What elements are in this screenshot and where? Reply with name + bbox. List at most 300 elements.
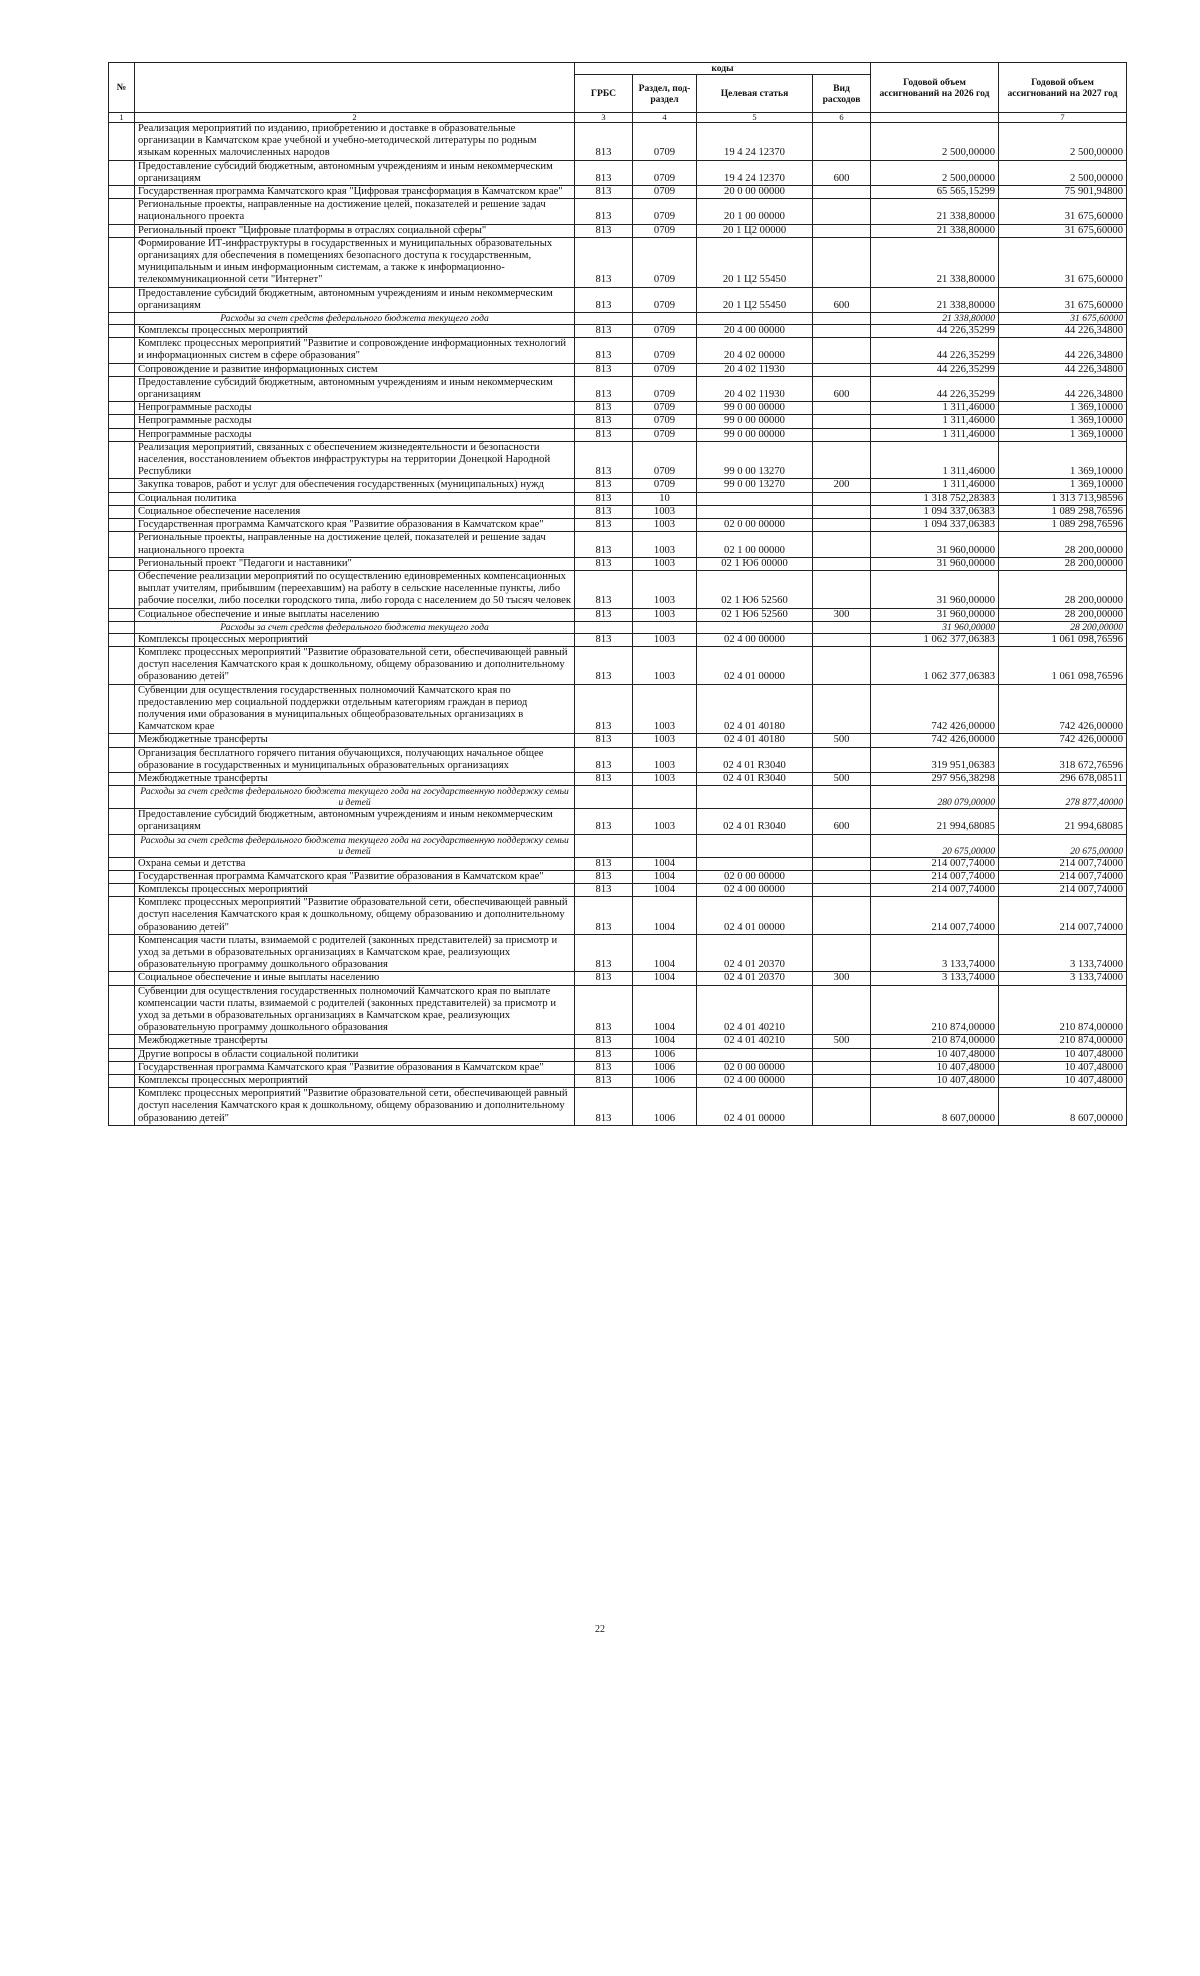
row-2026-cell: 8 607,00000 xyxy=(871,1088,999,1126)
row-grbs-cell: 813 xyxy=(575,857,633,870)
row-2027-cell: 278 877,40000 xyxy=(999,786,1127,809)
row-grbs-cell: 813 xyxy=(575,684,633,734)
row-2027-cell: 75 901,94800 xyxy=(999,186,1127,199)
note-row xyxy=(109,786,1127,809)
row-grbs-cell: 813 xyxy=(575,646,633,684)
row-name-cell: Региональный проект "Цифровые платформы в отраслях социальной сферы" xyxy=(135,224,575,237)
row-name-cell: Реализация мероприятий, связанных с обеспечением жизнедеятельности и безопасности населения, восстановлением объектов инфраструктуры на территории Донецкой Народной Республики xyxy=(135,441,575,479)
row-name-cell: Комплексы процессных мероприятий xyxy=(135,883,575,896)
row-grbs-cell xyxy=(575,786,633,809)
row-exp-type-cell xyxy=(813,985,871,1035)
row-2027-cell: 3 133,74000 xyxy=(999,934,1127,972)
row-exp-type-cell xyxy=(813,857,871,870)
row-number-cell xyxy=(109,809,135,834)
row-target-cell: 20 1 00 00000 xyxy=(697,199,813,224)
row-2027-cell: 28 200,00000 xyxy=(999,570,1127,608)
row-2027-cell: 31 675,60000 xyxy=(999,287,1127,312)
row-target-cell: 99 0 00 13270 xyxy=(697,479,813,492)
row-exp-type-cell: 600 xyxy=(813,809,871,834)
row-2026-cell: 21 338,80000 xyxy=(871,313,999,325)
row-2026-cell: 1 062 377,06383 xyxy=(871,633,999,646)
row-section-cell: 1006 xyxy=(633,1048,697,1061)
row-exp-type-cell xyxy=(813,313,871,325)
row-name-cell: Реализация мероприятий по изданию, приобретению и доставке в образовательные организации в Камчатском крае учебной и учебно-методической литературы по родным языкам коренных малочисленных народов xyxy=(135,123,575,161)
table-row xyxy=(109,809,1127,834)
row-grbs-cell xyxy=(575,621,633,633)
row-name-cell: Расходы за счет средств федерального бюджета текущего года xyxy=(135,621,575,633)
row-2026-cell: 280 079,00000 xyxy=(871,786,999,809)
row-name-cell: Социальное обеспечение и иные выплаты населению xyxy=(135,972,575,985)
row-target-cell: 02 0 00 00000 xyxy=(697,519,813,532)
row-number-cell xyxy=(109,608,135,621)
row-target-cell: 19 4 24 12370 xyxy=(697,123,813,161)
table-row xyxy=(109,646,1127,684)
column-number-cell: 4 xyxy=(633,113,697,123)
row-exp-type-cell xyxy=(813,1088,871,1126)
table-row xyxy=(109,363,1127,376)
row-target-cell: 20 1 Ц2 55450 xyxy=(697,287,813,312)
row-2026-cell: 214 007,74000 xyxy=(871,870,999,883)
row-exp-type-cell xyxy=(813,237,871,287)
row-section-cell: 1004 xyxy=(633,985,697,1035)
row-exp-type-cell xyxy=(813,934,871,972)
row-name-cell: Организация бесплатного горячего питания обучающихся, получающих начальное общее образование в государственных и муниципальных образовательных организациях xyxy=(135,747,575,772)
row-name-cell: Охрана семьи и детства xyxy=(135,857,575,870)
row-2026-cell: 44 226,35299 xyxy=(871,338,999,363)
row-section-cell: 1004 xyxy=(633,897,697,935)
row-section-cell: 1006 xyxy=(633,1075,697,1088)
row-2026-cell: 1 311,46000 xyxy=(871,479,999,492)
row-2027-cell: 1 369,10000 xyxy=(999,441,1127,479)
row-2026-cell: 3 133,74000 xyxy=(871,972,999,985)
row-2027-cell: 210 874,00000 xyxy=(999,1035,1127,1048)
row-2027-cell: 1 313 713,98596 xyxy=(999,492,1127,505)
row-exp-type-cell xyxy=(813,199,871,224)
row-section-cell: 1004 xyxy=(633,934,697,972)
row-number-cell xyxy=(109,557,135,570)
row-number-cell xyxy=(109,734,135,747)
row-section-cell: 0709 xyxy=(633,338,697,363)
row-2026-cell: 44 226,35299 xyxy=(871,363,999,376)
row-name-cell: Компенсация части платы, взимаемой с родителей (законных представителей) за присмотр и уход за детьми в образовательных организациях в Камчатском крае, реализующих образовательную программу дошкольного образования xyxy=(135,934,575,972)
row-2027-cell: 214 007,74000 xyxy=(999,883,1127,896)
row-grbs-cell xyxy=(575,313,633,325)
row-2027-cell: 1 369,10000 xyxy=(999,479,1127,492)
header-codes: коды xyxy=(575,63,871,75)
row-grbs-cell: 813 xyxy=(575,325,633,338)
row-section-cell: 0709 xyxy=(633,237,697,287)
row-target-cell: 02 4 01 40210 xyxy=(697,985,813,1035)
header-number: № xyxy=(109,63,135,113)
row-2026-cell: 1 311,46000 xyxy=(871,441,999,479)
row-grbs-cell: 813 xyxy=(575,492,633,505)
row-name-cell: Формирование ИТ-инфраструктуры в государственных и муниципальных образовательных организациях для обеспечения в помещениях безопасного доступа к государственным, муниципальным и иным информационным системам, а также к информационно-телекоммуникационной сети "Интернет" xyxy=(135,237,575,287)
row-2026-cell: 2 500,00000 xyxy=(871,123,999,161)
row-2027-cell: 1 061 098,76596 xyxy=(999,633,1127,646)
row-grbs-cell: 813 xyxy=(575,505,633,518)
row-number-cell xyxy=(109,747,135,772)
row-2026-cell: 21 338,80000 xyxy=(871,224,999,237)
row-name-cell: Закупка товаров, работ и услуг для обеспечения государственных (муниципальных) нужд xyxy=(135,479,575,492)
row-number-cell xyxy=(109,325,135,338)
row-number-cell xyxy=(109,363,135,376)
table-row xyxy=(109,570,1127,608)
row-grbs-cell: 813 xyxy=(575,633,633,646)
row-number-cell xyxy=(109,441,135,479)
table-row xyxy=(109,857,1127,870)
row-2026-cell: 31 960,00000 xyxy=(871,608,999,621)
table-row xyxy=(109,747,1127,772)
row-2027-cell: 31 675,60000 xyxy=(999,199,1127,224)
row-2027-cell: 1 061 098,76596 xyxy=(999,646,1127,684)
row-grbs-cell: 813 xyxy=(575,1048,633,1061)
row-name-cell: Социальное обеспечение и иные выплаты населению xyxy=(135,608,575,621)
column-number-cell: 3 xyxy=(575,113,633,123)
row-target-cell xyxy=(697,313,813,325)
table-row xyxy=(109,608,1127,621)
table-body xyxy=(109,123,1127,1126)
column-number-cell: 1 xyxy=(109,113,135,123)
row-2026-cell: 31 960,00000 xyxy=(871,570,999,608)
row-2026-cell: 2 500,00000 xyxy=(871,160,999,185)
row-name-cell: Предоставление субсидий бюджетным, автономным учреждениям и иным некоммерческим организациям xyxy=(135,809,575,834)
row-2026-cell: 742 426,00000 xyxy=(871,734,999,747)
row-number-cell xyxy=(109,402,135,415)
table-row xyxy=(109,897,1127,935)
row-target-cell xyxy=(697,621,813,633)
table-row xyxy=(109,883,1127,896)
row-2027-cell: 1 089 298,76596 xyxy=(999,519,1127,532)
row-2027-cell: 742 426,00000 xyxy=(999,684,1127,734)
row-2027-cell: 31 675,60000 xyxy=(999,224,1127,237)
row-exp-type-cell: 300 xyxy=(813,972,871,985)
row-name-cell: Региональные проекты, направленные на достижение целей, показателей и решение задач национального проекта xyxy=(135,199,575,224)
row-grbs-cell: 813 xyxy=(575,237,633,287)
row-2027-cell: 318 672,76596 xyxy=(999,747,1127,772)
table-row xyxy=(109,224,1127,237)
table-row xyxy=(109,1075,1127,1088)
row-section-cell: 1004 xyxy=(633,857,697,870)
row-number-cell xyxy=(109,857,135,870)
budget-table xyxy=(108,62,1127,1126)
row-exp-type-cell xyxy=(813,897,871,935)
row-section-cell xyxy=(633,834,697,857)
table-row xyxy=(109,772,1127,785)
row-grbs-cell: 813 xyxy=(575,186,633,199)
row-section-cell: 1003 xyxy=(633,633,697,646)
row-grbs-cell: 813 xyxy=(575,441,633,479)
row-grbs-cell: 813 xyxy=(575,1035,633,1048)
header-exp-type: Вид расходов xyxy=(813,75,871,113)
row-grbs-cell: 813 xyxy=(575,123,633,161)
row-2027-cell: 28 200,00000 xyxy=(999,557,1127,570)
row-2027-cell: 210 874,00000 xyxy=(999,985,1127,1035)
row-2026-cell: 21 994,68085 xyxy=(871,809,999,834)
row-name-cell: Другие вопросы в области социальной политики xyxy=(135,1048,575,1061)
row-section-cell: 1004 xyxy=(633,883,697,896)
row-grbs-cell: 813 xyxy=(575,934,633,972)
row-number-cell xyxy=(109,376,135,401)
row-target-cell: 99 0 00 13270 xyxy=(697,441,813,479)
row-name-cell: Сопровождение и развитие информационных систем xyxy=(135,363,575,376)
row-number-cell xyxy=(109,492,135,505)
column-number-cell: 6 xyxy=(813,113,871,123)
row-section-cell: 1003 xyxy=(633,557,697,570)
row-2027-cell: 3 133,74000 xyxy=(999,972,1127,985)
row-exp-type-cell xyxy=(813,1075,871,1088)
row-number-cell xyxy=(109,897,135,935)
row-number-cell xyxy=(109,1088,135,1126)
row-section-cell: 0709 xyxy=(633,402,697,415)
table-row xyxy=(109,519,1127,532)
row-number-cell xyxy=(109,519,135,532)
table-row xyxy=(109,199,1127,224)
row-section-cell: 1003 xyxy=(633,646,697,684)
row-2026-cell: 297 956,38298 xyxy=(871,772,999,785)
table-row xyxy=(109,441,1127,479)
row-target-cell: 20 4 02 00000 xyxy=(697,338,813,363)
row-exp-type-cell: 300 xyxy=(813,608,871,621)
row-exp-type-cell xyxy=(813,1061,871,1074)
row-number-cell xyxy=(109,479,135,492)
row-target-cell: 02 4 01 40180 xyxy=(697,684,813,734)
row-grbs-cell: 813 xyxy=(575,747,633,772)
row-section-cell: 1003 xyxy=(633,608,697,621)
row-2027-cell: 44 226,34800 xyxy=(999,325,1127,338)
row-number-cell xyxy=(109,287,135,312)
row-number-cell xyxy=(109,1035,135,1048)
row-exp-type-cell xyxy=(813,883,871,896)
row-2027-cell: 742 426,00000 xyxy=(999,734,1127,747)
row-grbs-cell: 813 xyxy=(575,897,633,935)
row-exp-type-cell xyxy=(813,224,871,237)
row-exp-type-cell xyxy=(813,186,871,199)
row-name-cell: Обеспечение реализации мероприятий по осуществлению единовременных компенсационных выплат учителям, прибывшим (переехавшим) на работу в сельские населенные пункты, либо рабочие поселки, либо поселки городского типа, либо города с населением до 50 тысяч человек xyxy=(135,570,575,608)
row-target-cell: 02 4 01 00000 xyxy=(697,1088,813,1126)
row-exp-type-cell: 200 xyxy=(813,479,871,492)
row-2027-cell: 44 226,34800 xyxy=(999,376,1127,401)
row-2026-cell: 10 407,48000 xyxy=(871,1048,999,1061)
row-grbs-cell: 813 xyxy=(575,870,633,883)
row-2027-cell: 1 369,10000 xyxy=(999,415,1127,428)
row-2026-cell: 1 318 752,28383 xyxy=(871,492,999,505)
row-section-cell: 1003 xyxy=(633,519,697,532)
note-row xyxy=(109,313,1127,325)
row-name-cell: Государственная программа Камчатского края "Развитие образования в Камчатском крае" xyxy=(135,1061,575,1074)
column-number-cell: 2 xyxy=(135,113,575,123)
row-2026-cell: 44 226,35299 xyxy=(871,325,999,338)
row-number-cell xyxy=(109,160,135,185)
row-exp-type-cell: 600 xyxy=(813,160,871,185)
note-row xyxy=(109,834,1127,857)
row-name-cell: Расходы за счет средств федерального бюджета текущего года на государственную поддержку семьи и детей xyxy=(135,834,575,857)
row-exp-type-cell xyxy=(813,557,871,570)
row-2026-cell: 214 007,74000 xyxy=(871,897,999,935)
row-grbs-cell: 813 xyxy=(575,809,633,834)
row-number-cell xyxy=(109,684,135,734)
table-row xyxy=(109,1061,1127,1074)
table-row xyxy=(109,633,1127,646)
row-name-cell: Субвенции для осуществления государственных полномочий Камчатского края по предоставлению мер социальной поддержки отдельным категориям граждан в период получения ими образования в муниципальных общеобразовательных организациях в Камчатском крае xyxy=(135,684,575,734)
row-name-cell: Непрограммные расходы xyxy=(135,415,575,428)
row-target-cell xyxy=(697,505,813,518)
row-exp-type-cell xyxy=(813,325,871,338)
row-2026-cell: 1 094 337,06383 xyxy=(871,505,999,518)
header-target: Целевая статья xyxy=(697,75,813,113)
table-row xyxy=(109,1048,1127,1061)
table-row xyxy=(109,532,1127,557)
row-section-cell: 0709 xyxy=(633,186,697,199)
row-section-cell xyxy=(633,313,697,325)
row-grbs-cell: 813 xyxy=(575,734,633,747)
row-2026-cell: 1 062 377,06383 xyxy=(871,646,999,684)
row-section-cell: 0709 xyxy=(633,479,697,492)
row-number-cell xyxy=(109,313,135,325)
row-2026-cell: 44 226,35299 xyxy=(871,376,999,401)
row-target-cell: 02 0 00 00000 xyxy=(697,1061,813,1074)
row-exp-type-cell xyxy=(813,441,871,479)
row-name-cell: Комплексы процессных мероприятий xyxy=(135,325,575,338)
row-grbs-cell xyxy=(575,834,633,857)
row-number-cell xyxy=(109,934,135,972)
row-number-cell xyxy=(109,646,135,684)
row-section-cell: 1004 xyxy=(633,972,697,985)
table-row xyxy=(109,479,1127,492)
row-name-cell: Комплекс процессных мероприятий "Развитие образовательной сети, обеспечивающей равный доступ населения Камчатского края к дошкольному, общему образованию и дополнительному образованию детей" xyxy=(135,897,575,935)
row-number-cell xyxy=(109,199,135,224)
row-target-cell: 19 4 24 12370 xyxy=(697,160,813,185)
row-2026-cell: 20 675,00000 xyxy=(871,834,999,857)
row-target-cell: 20 0 00 00000 xyxy=(697,186,813,199)
table-row xyxy=(109,557,1127,570)
row-target-cell: 02 4 01 20370 xyxy=(697,972,813,985)
row-grbs-cell: 813 xyxy=(575,287,633,312)
row-target-cell: 20 4 02 11930 xyxy=(697,363,813,376)
row-section-cell: 0709 xyxy=(633,199,697,224)
row-number-cell xyxy=(109,985,135,1035)
row-name-cell: Комплекс процессных мероприятий "Развитие и сопровождение информационных технологий и информационных систем в сфере образования" xyxy=(135,338,575,363)
row-name-cell: Государственная программа Камчатского края "Развитие образования в Камчатском крае" xyxy=(135,519,575,532)
row-section-cell: 0709 xyxy=(633,287,697,312)
table-row xyxy=(109,287,1127,312)
row-section-cell: 0709 xyxy=(633,363,697,376)
row-exp-type-cell xyxy=(813,1048,871,1061)
row-grbs-cell: 813 xyxy=(575,570,633,608)
row-number-cell xyxy=(109,621,135,633)
row-number-cell xyxy=(109,570,135,608)
row-section-cell: 1003 xyxy=(633,684,697,734)
row-grbs-cell: 813 xyxy=(575,608,633,621)
row-2027-cell: 296 678,08511 xyxy=(999,772,1127,785)
row-2026-cell: 10 407,48000 xyxy=(871,1075,999,1088)
row-exp-type-cell xyxy=(813,621,871,633)
row-exp-type-cell xyxy=(813,492,871,505)
row-2027-cell: 214 007,74000 xyxy=(999,870,1127,883)
table-row xyxy=(109,237,1127,287)
row-target-cell: 02 4 01 R3040 xyxy=(697,809,813,834)
row-grbs-cell: 813 xyxy=(575,160,633,185)
row-2026-cell: 214 007,74000 xyxy=(871,883,999,896)
row-exp-type-cell xyxy=(813,633,871,646)
row-section-cell: 0709 xyxy=(633,415,697,428)
row-target-cell: 02 1 Ю6 52560 xyxy=(697,570,813,608)
row-name-cell: Субвенции для осуществления государственных полномочий Камчатского края по выплате компенсации части платы, взимаемой с родителей (законных представителей) за присмотр и уход за детьми в образовательных организациях в Камчатском крае, реализующих образовательную программу дошкольного образования xyxy=(135,985,575,1035)
row-grbs-cell: 813 xyxy=(575,557,633,570)
row-exp-type-cell xyxy=(813,519,871,532)
row-exp-type-cell: 500 xyxy=(813,1035,871,1048)
row-number-cell xyxy=(109,972,135,985)
table-row xyxy=(109,376,1127,401)
table-row xyxy=(109,492,1127,505)
row-grbs-cell: 813 xyxy=(575,363,633,376)
row-2027-cell: 31 675,60000 xyxy=(999,237,1127,287)
row-section-cell: 1003 xyxy=(633,734,697,747)
row-2026-cell: 214 007,74000 xyxy=(871,857,999,870)
column-number-cell: 5 xyxy=(697,113,813,123)
table-row xyxy=(109,428,1127,441)
table-row xyxy=(109,684,1127,734)
table-row xyxy=(109,186,1127,199)
row-number-cell xyxy=(109,338,135,363)
row-name-cell: Предоставление субсидий бюджетным, автономным учреждениям и иным некоммерческим организациям xyxy=(135,287,575,312)
row-target-cell: 20 1 Ц2 55450 xyxy=(697,237,813,287)
row-grbs-cell: 813 xyxy=(575,338,633,363)
row-target-cell: 02 4 00 00000 xyxy=(697,1075,813,1088)
row-section-cell: 1003 xyxy=(633,772,697,785)
row-2026-cell: 31 960,00000 xyxy=(871,557,999,570)
row-exp-type-cell xyxy=(813,570,871,608)
table-row xyxy=(109,985,1127,1035)
row-name-cell: Социальная политика xyxy=(135,492,575,505)
row-2027-cell: 8 607,00000 xyxy=(999,1088,1127,1126)
row-target-cell: 02 1 00 00000 xyxy=(697,532,813,557)
table-row xyxy=(109,1035,1127,1048)
row-2027-cell: 1 369,10000 xyxy=(999,428,1127,441)
row-grbs-cell: 813 xyxy=(575,1061,633,1074)
row-number-cell xyxy=(109,186,135,199)
row-number-cell xyxy=(109,415,135,428)
row-section-cell: 0709 xyxy=(633,325,697,338)
row-name-cell: Межбюджетные трансферты xyxy=(135,1035,575,1048)
row-name-cell: Расходы за счет средств федерального бюджета текущего года на государственную поддержку семьи и детей xyxy=(135,786,575,809)
column-number-row xyxy=(109,113,1127,123)
row-number-cell xyxy=(109,505,135,518)
header-name xyxy=(135,63,575,113)
header-2027: Годовой объем ассигнований на 2027 год xyxy=(999,63,1127,113)
row-section-cell: 0709 xyxy=(633,123,697,161)
row-target-cell: 02 1 Ю6 52560 xyxy=(697,608,813,621)
row-number-cell xyxy=(109,834,135,857)
row-grbs-cell: 813 xyxy=(575,428,633,441)
row-2026-cell: 742 426,00000 xyxy=(871,684,999,734)
row-2027-cell: 28 200,00000 xyxy=(999,532,1127,557)
row-target-cell: 02 4 00 00000 xyxy=(697,633,813,646)
row-section-cell: 0709 xyxy=(633,376,697,401)
note-row xyxy=(109,621,1127,633)
row-2027-cell: 214 007,74000 xyxy=(999,897,1127,935)
row-number-cell xyxy=(109,772,135,785)
row-grbs-cell: 813 xyxy=(575,402,633,415)
row-exp-type-cell xyxy=(813,338,871,363)
row-grbs-cell: 813 xyxy=(575,985,633,1035)
row-name-cell: Непрограммные расходы xyxy=(135,428,575,441)
row-name-cell: Социальное обеспечение населения xyxy=(135,505,575,518)
row-name-cell: Предоставление субсидий бюджетным, автономным учреждениям и иным некоммерческим организациям xyxy=(135,160,575,185)
row-section-cell: 1006 xyxy=(633,1061,697,1074)
row-target-cell: 20 4 02 11930 xyxy=(697,376,813,401)
row-2027-cell: 1 089 298,76596 xyxy=(999,505,1127,518)
row-target-cell xyxy=(697,492,813,505)
